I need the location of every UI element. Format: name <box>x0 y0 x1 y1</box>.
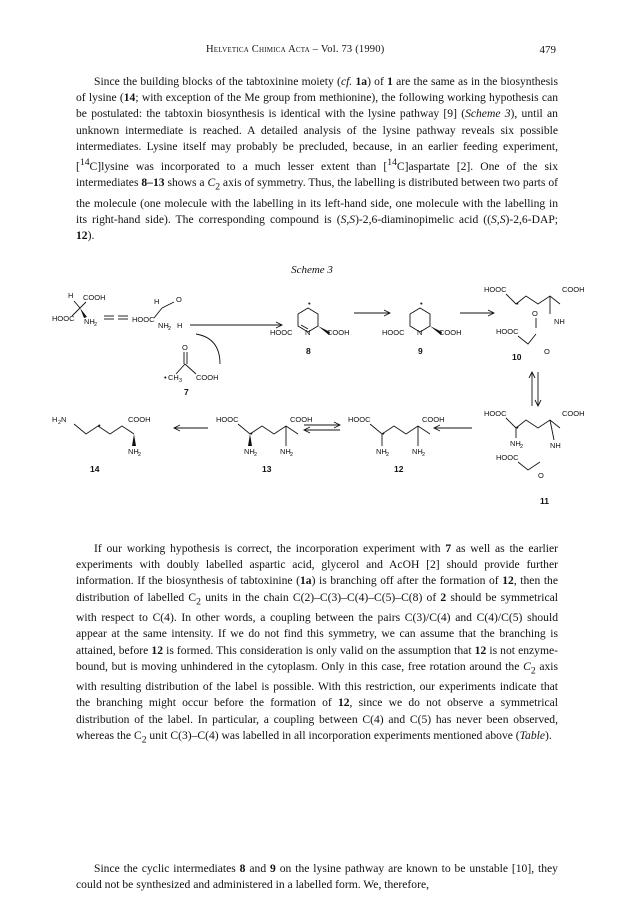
svg-text:8: 8 <box>306 346 311 356</box>
svg-text:2: 2 <box>290 452 294 458</box>
compound-11 <box>484 409 585 506</box>
svg-text:H: H <box>177 321 183 330</box>
paragraph-2: If our working hypothesis is correct, the incorporation experiment with 7 as well as the earlier experiments with doubly labelled aspartic acid, glycerol and AcOH [2] should provide further information. If the biosynthesis of tabtoxinine (1a) is branching off after the formation of 12, then the distribution of labelled $C_2$ units in the chain C(2)–C(3)–C(4)–C(5)–C(8) of 2 should be symmetrical with respect to C(4). In other words, a coupling between the pairs C(3)/C(4) and C(4)/C(5) should appear at the same intensity. If we do not find this symmetry, we can assume that the branching is attained, before 12 is formed. This consideration is only valid on the assumption that 12 is not enzyme-bound, but is moving unhindered in the cytoplasm. Only in this case, free rotation around the $C_2$ axis with resulting distribution of the label is possible. With this restriction, our experiments indicate that the branching might occur before the formation of 12, since we do not observe a symmetrical distribution of the label. In particular, a coupling between C(4) and C(5) has never been observed, whereas the $C_2$ unit C(3)–C(4) was labelled in all incorporation experiments mentioned above (Table). <box>76 542 559 746</box>
svg-text:2: 2 <box>386 452 390 458</box>
svg-text:12: 12 <box>394 464 404 474</box>
svg-text:•: • <box>516 423 519 432</box>
compound-12 <box>348 415 445 474</box>
svg-text:COOH: COOH <box>196 373 219 382</box>
svg-text:•: • <box>98 421 101 430</box>
arrow-to-9 <box>354 310 390 316</box>
svg-text:NH: NH <box>244 447 255 456</box>
svg-text:O: O <box>176 295 182 304</box>
svg-text:NH: NH <box>128 447 139 456</box>
svg-text:11: 11 <box>540 496 549 506</box>
svg-text:•: • <box>382 429 385 438</box>
svg-text:2: 2 <box>168 326 172 332</box>
svg-text:HOOC: HOOC <box>216 415 239 424</box>
svg-text:3: 3 <box>179 378 183 384</box>
svg-text:HOOC: HOOC <box>496 453 519 462</box>
arrow-to-10 <box>460 310 494 316</box>
svg-text:COOH: COOH <box>327 328 350 337</box>
svg-text:NH: NH <box>550 441 561 450</box>
svg-text:HOOC: HOOC <box>52 314 75 323</box>
svg-text:HOOC: HOOC <box>484 285 507 294</box>
aspartate-semialdehyde-structure <box>132 295 182 332</box>
compound-10 <box>484 285 585 362</box>
equilibrium-arrows-1 <box>104 316 128 319</box>
svg-text:10: 10 <box>512 352 522 362</box>
pyruvate-structure-7 <box>164 343 219 397</box>
svg-text:2: 2 <box>58 420 62 426</box>
equilibrium-arrows-10-11 <box>529 372 541 406</box>
merge-arrow-curve <box>196 334 220 364</box>
aspartate-structure <box>52 291 106 328</box>
paragraph-1: Since the building blocks of the tabtoxinine moiety (cf. 1a) of 1 are the same as in the biosynthesis of lysine (14; with exception of the Me group from methionine), the following working hypothesis can be postulated: the tabtoxin biosynthesis is identical with the lysine pathway [9] (Scheme 3), until an unknown intermediate is reached. A detailed analysis of the lysine pathway reveals six possible intermediates. Lysine itself may probably be precluded, because, in an earlier feeding experiment, [$^{14}$C]lysine was incorporated to a much lesser extent than [$^{14}$C]aspartate [2]. One of the six intermediates 8–13 shows a $C_2$ axis of symmetry. Thus, the labelling is distributed between two parts of the molecule (one molecule with the labelling in its left-hand side, one molecule with the labelling in its right-hand side). The corresponding compound is (S,S)-2,6-diaminopimelic acid ((S,S)-2,6-DAP; 12). <box>76 75 559 242</box>
compound-14 <box>52 415 151 474</box>
svg-text:COOH: COOH <box>562 409 585 418</box>
svg-text:O: O <box>544 347 550 356</box>
svg-text:COOH: COOH <box>422 415 445 424</box>
svg-text:HOOC: HOOC <box>132 315 155 324</box>
svg-text:NH: NH <box>158 321 169 330</box>
svg-text:H: H <box>68 291 74 300</box>
svg-text:O: O <box>532 309 538 318</box>
svg-text:N: N <box>305 328 311 337</box>
svg-text:2: 2 <box>94 322 98 328</box>
page-number: 479 <box>539 44 556 56</box>
journal-title: Helvetica Chimica Acta – Vol. 73 (1990) <box>206 44 385 55</box>
svg-text:O: O <box>182 343 188 352</box>
svg-text:H: H <box>52 415 58 424</box>
svg-text:•: • <box>308 299 311 308</box>
svg-text:HOOC: HOOC <box>270 328 293 337</box>
arrow-to-14 <box>174 425 208 431</box>
compound-8 <box>270 299 350 356</box>
svg-text:N: N <box>417 328 423 337</box>
svg-text:H: H <box>154 297 160 306</box>
arrow-to-12 <box>434 425 472 431</box>
svg-text:2: 2 <box>422 452 426 458</box>
svg-text:HOOC: HOOC <box>348 415 371 424</box>
svg-text:CH: CH <box>168 373 179 382</box>
svg-text:NH: NH <box>280 447 291 456</box>
svg-text:2: 2 <box>520 444 524 450</box>
svg-text:HOOC: HOOC <box>484 409 507 418</box>
svg-text:COOH: COOH <box>128 415 151 424</box>
paragraph-3: Since the cyclic intermediates 8 and 9 on the lysine pathway are known to be unstable [10], they could not be synthesized and administered in a labelled form. We, therefore, <box>76 862 558 892</box>
svg-text:COOH: COOH <box>439 328 462 337</box>
svg-text:HOOC: HOOC <box>496 327 519 336</box>
svg-text:HOOC: HOOC <box>382 328 405 337</box>
svg-text:7: 7 <box>184 387 189 397</box>
scheme-title: Scheme 3 <box>291 264 333 276</box>
arrow-to-8 <box>190 322 282 328</box>
svg-text:•: • <box>164 373 167 382</box>
svg-text:9: 9 <box>418 346 423 356</box>
svg-text:NH: NH <box>376 447 387 456</box>
svg-text:2: 2 <box>254 452 258 458</box>
svg-text:•: • <box>420 299 423 308</box>
svg-text:2: 2 <box>138 452 142 458</box>
svg-text:COOH: COOH <box>290 415 313 424</box>
svg-text:NH: NH <box>554 317 565 326</box>
svg-text:COOH: COOH <box>562 285 585 294</box>
svg-text:COOH: COOH <box>83 293 106 302</box>
svg-text:O: O <box>538 471 544 480</box>
svg-text:•: • <box>516 299 519 308</box>
svg-text:NH: NH <box>412 447 423 456</box>
svg-text:NH: NH <box>510 439 521 448</box>
scheme-3-diagram <box>50 278 610 523</box>
svg-text:14: 14 <box>90 464 100 474</box>
svg-text:N: N <box>61 415 67 424</box>
compound-9 <box>382 299 462 356</box>
running-header <box>76 44 556 60</box>
svg-text:•: • <box>250 429 253 438</box>
svg-text:13: 13 <box>262 464 272 474</box>
compound-13 <box>216 415 313 474</box>
svg-text:NH: NH <box>84 317 95 326</box>
